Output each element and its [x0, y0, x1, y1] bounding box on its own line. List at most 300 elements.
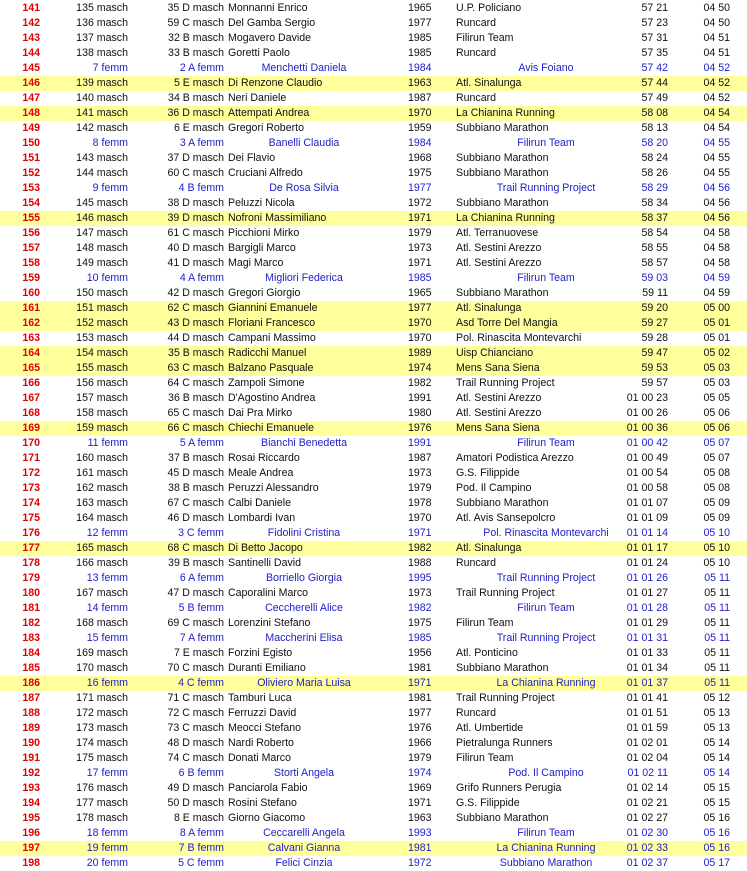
position-cell: 181 — [22, 602, 40, 614]
table-row — [0, 211, 747, 226]
birth-year-cell: 1971 — [408, 257, 432, 269]
birth-year-cell: 1984 — [408, 62, 432, 74]
category-rank-cell: 141 masch — [76, 107, 128, 119]
birth-year-cell: 1959 — [408, 122, 432, 134]
subcategory-rank-cell: 7 E masch — [173, 647, 224, 659]
category-rank-cell: 152 masch — [76, 317, 128, 329]
position-cell: 159 — [22, 272, 40, 284]
position-cell: 160 — [22, 287, 40, 299]
pace-cell: 05 13 — [703, 722, 730, 734]
subcategory-rank-cell: 44 D masch — [167, 332, 224, 344]
team-cell: Trail Running Project — [496, 572, 596, 584]
pace-cell: 05 07 — [703, 452, 730, 464]
subcategory-rank-cell: 67 C masch — [167, 497, 224, 509]
team-cell: U.P. Policiano — [456, 2, 522, 14]
team-cell: Pol. Rinascita Montevarchi — [456, 332, 582, 344]
pace-cell: 04 52 — [703, 92, 730, 104]
position-cell: 185 — [22, 662, 40, 674]
table-row — [0, 46, 747, 61]
athlete-name-cell: Giannini Emanuele — [228, 302, 318, 314]
table-row — [0, 586, 747, 601]
athlete-name-cell: Panciarola Fabio — [228, 782, 308, 794]
pace-cell: 05 00 — [703, 302, 730, 314]
athlete-name-cell: Monnanni Enrico — [228, 2, 308, 14]
birth-year-cell: 1970 — [408, 107, 432, 119]
category-rank-cell: 153 masch — [76, 332, 128, 344]
athlete-name-cell: Picchioni Mirko — [228, 227, 300, 239]
position-cell: 179 — [22, 572, 40, 584]
position-cell: 195 — [22, 812, 40, 824]
finish-time-cell: 57 31 — [641, 32, 668, 44]
position-cell: 148 — [22, 107, 40, 119]
athlete-name-cell: Forzini Egisto — [228, 647, 293, 659]
position-cell: 154 — [22, 197, 40, 209]
finish-time-cell: 01 01 27 — [626, 587, 668, 599]
table-row — [0, 286, 747, 301]
athlete-name-cell: Di Betto Jacopo — [228, 542, 303, 554]
category-rank-cell: 15 femm — [86, 632, 128, 644]
athlete-name-cell: Di Renzone Claudio — [228, 77, 323, 89]
athlete-name-cell: Lorenzini Stefano — [228, 617, 311, 629]
position-cell: 164 — [22, 347, 40, 359]
team-cell: Asd Torre Del Mangia — [456, 317, 558, 329]
position-cell: 156 — [22, 227, 40, 239]
category-rank-cell: 174 masch — [76, 737, 128, 749]
table-row — [0, 346, 747, 361]
birth-year-cell: 1977 — [408, 182, 432, 194]
table-row — [0, 601, 747, 616]
position-cell: 193 — [22, 782, 40, 794]
birth-year-cell: 1974 — [408, 362, 432, 374]
pace-cell: 05 06 — [703, 422, 730, 434]
birth-year-cell: 1976 — [408, 422, 432, 434]
team-cell: La Chianina Running — [456, 107, 555, 119]
table-row — [0, 241, 747, 256]
athlete-name-cell: Donati Marco — [228, 752, 291, 764]
birth-year-cell: 1982 — [408, 542, 432, 554]
birth-year-cell: 1991 — [408, 392, 432, 404]
team-cell: Amatori Podistica Arezzo — [456, 452, 574, 464]
birth-year-cell: 1975 — [408, 617, 432, 629]
pace-cell: 04 55 — [703, 152, 730, 164]
subcategory-rank-cell: 36 D masch — [167, 107, 224, 119]
subcategory-rank-cell: 49 D masch — [167, 782, 224, 794]
athlete-name-cell: Fidolini Cristina — [267, 527, 341, 539]
finish-time-cell: 01 01 31 — [626, 632, 668, 644]
team-cell: Mens Sana Siena — [456, 422, 540, 434]
pace-cell: 04 50 — [703, 17, 730, 29]
athlete-name-cell: Storti Angela — [273, 767, 335, 779]
subcategory-rank-cell: 41 D masch — [167, 257, 224, 269]
finish-time-cell: 57 44 — [641, 77, 668, 89]
team-cell: Atl. Sestini Arezzo — [456, 257, 542, 269]
pace-cell: 05 07 — [703, 437, 730, 449]
birth-year-cell: 1972 — [408, 857, 432, 869]
category-rank-cell: 140 masch — [76, 92, 128, 104]
subcategory-rank-cell: 4 B femm — [178, 182, 224, 194]
table-row — [0, 571, 747, 586]
birth-year-cell: 1987 — [408, 452, 432, 464]
finish-time-cell: 58 20 — [641, 137, 668, 149]
table-row — [0, 331, 747, 346]
table-row — [0, 526, 747, 541]
finish-time-cell: 59 03 — [641, 272, 668, 284]
category-rank-cell: 148 masch — [76, 242, 128, 254]
finish-time-cell: 59 20 — [641, 302, 668, 314]
birth-year-cell: 1988 — [408, 557, 432, 569]
finish-time-cell: 58 34 — [641, 197, 668, 209]
pace-cell: 04 58 — [703, 227, 730, 239]
pace-cell: 04 55 — [703, 137, 730, 149]
athlete-name-cell: Nofroni Massimiliano — [228, 212, 327, 224]
finish-time-cell: 01 01 26 — [626, 572, 668, 584]
table-row — [0, 91, 747, 106]
position-cell: 189 — [22, 722, 40, 734]
category-rank-cell: 135 masch — [76, 2, 128, 14]
athlete-name-cell: Del Gamba Sergio — [228, 17, 316, 29]
team-cell: Filirun Team — [456, 32, 514, 44]
athlete-name-cell: Bargigli Marco — [228, 242, 296, 254]
category-rank-cell: 136 masch — [76, 17, 128, 29]
team-cell: Subbiano Marathon — [456, 812, 549, 824]
finish-time-cell: 01 00 49 — [626, 452, 668, 464]
team-cell: Trail Running Project — [456, 692, 555, 704]
finish-time-cell: 01 01 14 — [626, 527, 668, 539]
finish-time-cell: 01 02 37 — [626, 857, 668, 869]
position-cell: 192 — [22, 767, 40, 779]
subcategory-rank-cell: 63 C masch — [167, 362, 224, 374]
subcategory-rank-cell: 69 C masch — [167, 617, 224, 629]
pace-cell: 05 11 — [704, 572, 730, 584]
finish-time-cell: 57 42 — [641, 62, 668, 74]
subcategory-rank-cell: 4 C femm — [178, 677, 224, 689]
athlete-name-cell: Felici Cinzia — [275, 857, 333, 869]
position-cell: 153 — [22, 182, 40, 194]
position-cell: 197 — [22, 842, 40, 854]
athlete-name-cell: Calvani Gianna — [267, 842, 341, 854]
subcategory-rank-cell: 37 D masch — [167, 152, 224, 164]
pace-cell: 04 50 — [703, 2, 730, 14]
athlete-name-cell: Gregori Roberto — [228, 122, 304, 134]
birth-year-cell: 1982 — [408, 377, 432, 389]
finish-time-cell: 01 00 54 — [626, 467, 668, 479]
table-row — [0, 361, 747, 376]
position-cell: 194 — [22, 797, 40, 809]
team-cell: Atl. Sinalunga — [456, 542, 522, 554]
pace-cell: 04 51 — [703, 32, 730, 44]
team-cell: Atl. Umbertide — [456, 722, 524, 734]
pace-cell: 05 14 — [703, 767, 730, 779]
team-cell: Runcard — [456, 557, 497, 569]
finish-time-cell: 59 28 — [641, 332, 668, 344]
pace-cell: 05 11 — [704, 677, 730, 689]
table-row — [0, 766, 747, 781]
subcategory-rank-cell: 47 D masch — [167, 587, 224, 599]
subcategory-rank-cell: 73 C masch — [167, 722, 224, 734]
athlete-name-cell: De Rosa Silvia — [269, 182, 339, 194]
finish-time-cell: 01 01 29 — [626, 617, 668, 629]
position-cell: 190 — [22, 737, 40, 749]
table-row — [0, 826, 747, 841]
team-cell: Trail Running Project — [496, 632, 596, 644]
athlete-name-cell: Bianchi Benedetta — [261, 437, 347, 449]
finish-time-cell: 59 11 — [642, 287, 668, 299]
pace-cell: 04 54 — [703, 122, 730, 134]
birth-year-cell: 1981 — [408, 692, 432, 704]
category-rank-cell: 154 masch — [76, 347, 128, 359]
finish-time-cell: 01 00 26 — [626, 407, 668, 419]
team-cell: Subbiano Marathon — [499, 857, 593, 869]
position-cell: 174 — [22, 497, 40, 509]
position-cell: 150 — [22, 137, 40, 149]
pace-cell: 05 16 — [703, 812, 730, 824]
table-row — [0, 271, 747, 286]
finish-time-cell: 58 13 — [641, 122, 668, 134]
category-rank-cell: 20 femm — [86, 857, 128, 869]
position-cell: 146 — [22, 77, 40, 89]
team-cell: Filirun Team — [517, 137, 575, 149]
athlete-name-cell: Giorno Giacomo — [228, 812, 306, 824]
position-cell: 165 — [22, 362, 40, 374]
birth-year-cell: 1977 — [408, 707, 432, 719]
category-rank-cell: 11 femm — [87, 437, 128, 449]
table-row — [0, 316, 747, 331]
subcategory-rank-cell: 33 B masch — [168, 47, 224, 59]
position-cell: 143 — [22, 32, 40, 44]
athlete-name-cell: Mogavero Davide — [228, 32, 312, 44]
finish-time-cell: 58 54 — [641, 227, 668, 239]
subcategory-rank-cell: 72 C masch — [167, 707, 224, 719]
finish-time-cell: 01 02 21 — [626, 797, 668, 809]
position-cell: 182 — [22, 617, 40, 629]
subcategory-rank-cell: 62 C masch — [167, 302, 224, 314]
table-row — [0, 436, 747, 451]
category-rank-cell: 142 masch — [76, 122, 128, 134]
position-cell: 145 — [22, 62, 40, 74]
position-cell: 170 — [22, 437, 40, 449]
table-row — [0, 811, 747, 826]
category-rank-cell: 170 masch — [76, 662, 128, 674]
pace-cell: 05 16 — [703, 842, 730, 854]
athlete-name-cell: D'Agostino Andrea — [228, 392, 316, 404]
category-rank-cell: 161 masch — [76, 467, 128, 479]
table-row — [0, 76, 747, 91]
athlete-name-cell: Peruzzi Alessandro — [228, 482, 319, 494]
subcategory-rank-cell: 6 E masch — [173, 122, 224, 134]
position-cell: 196 — [22, 827, 40, 839]
birth-year-cell: 1977 — [408, 302, 432, 314]
finish-time-cell: 01 01 33 — [626, 647, 668, 659]
team-cell: G.S. Filippide — [456, 467, 520, 479]
finish-time-cell: 01 01 59 — [626, 722, 668, 734]
birth-year-cell: 1981 — [408, 842, 432, 854]
category-rank-cell: 9 femm — [92, 182, 128, 194]
birth-year-cell: 1991 — [408, 437, 432, 449]
position-cell: 171 — [22, 452, 40, 464]
category-rank-cell: 139 masch — [76, 77, 128, 89]
position-cell: 172 — [22, 467, 40, 479]
subcategory-rank-cell: 71 C masch — [167, 692, 224, 704]
birth-year-cell: 1956 — [408, 647, 432, 659]
position-cell: 198 — [22, 857, 40, 869]
subcategory-rank-cell: 50 D masch — [167, 797, 224, 809]
pace-cell: 05 11 — [704, 647, 730, 659]
athlete-name-cell: Meocci Stefano — [228, 722, 302, 734]
category-rank-cell: 150 masch — [76, 287, 128, 299]
athlete-name-cell: Meale Andrea — [228, 467, 294, 479]
finish-time-cell: 58 55 — [641, 242, 668, 254]
table-row — [0, 481, 747, 496]
table-row — [0, 406, 747, 421]
position-cell: 162 — [22, 317, 40, 329]
team-cell: Subbiano Marathon — [456, 287, 549, 299]
pace-cell: 04 54 — [703, 107, 730, 119]
position-cell: 149 — [22, 122, 40, 134]
table-row — [0, 781, 747, 796]
team-cell: Runcard — [456, 47, 497, 59]
finish-time-cell: 01 02 33 — [626, 842, 668, 854]
birth-year-cell: 1972 — [408, 197, 432, 209]
subcategory-rank-cell: 59 C masch — [167, 17, 224, 29]
position-cell: 184 — [22, 647, 40, 659]
subcategory-rank-cell: 5 C femm — [178, 857, 224, 869]
team-cell: Atl. Avis Sansepolcro — [456, 512, 556, 524]
table-row — [0, 256, 747, 271]
position-cell: 151 — [22, 152, 40, 164]
category-rank-cell: 147 masch — [76, 227, 128, 239]
subcategory-rank-cell: 65 C masch — [167, 407, 224, 419]
table-row — [0, 796, 747, 811]
athlete-name-cell: Ceccarelli Angela — [263, 827, 345, 839]
pace-cell: 05 11 — [704, 587, 730, 599]
pace-cell: 04 56 — [703, 212, 730, 224]
team-cell: Filirun Team — [517, 827, 575, 839]
pace-cell: 04 56 — [703, 182, 730, 194]
position-cell: 155 — [22, 212, 40, 224]
category-rank-cell: 18 femm — [86, 827, 128, 839]
table-row — [0, 301, 747, 316]
athlete-name-cell: Magi Marco — [228, 257, 284, 269]
pace-cell: 05 15 — [703, 797, 730, 809]
category-rank-cell: 19 femm — [86, 842, 128, 854]
finish-time-cell: 01 01 07 — [626, 497, 668, 509]
position-cell: 173 — [22, 482, 40, 494]
category-rank-cell: 143 masch — [76, 152, 128, 164]
subcategory-rank-cell: 2 A femm — [179, 62, 224, 74]
pace-cell: 05 14 — [703, 737, 730, 749]
finish-time-cell: 01 00 58 — [626, 482, 668, 494]
athlete-name-cell: Ceccherelli Alice — [265, 602, 343, 614]
pace-cell: 05 14 — [703, 752, 730, 764]
subcategory-rank-cell: 4 A femm — [179, 272, 224, 284]
table-row — [0, 421, 747, 436]
category-rank-cell: 165 masch — [76, 542, 128, 554]
subcategory-rank-cell: 48 D masch — [167, 737, 224, 749]
team-cell: Atl. Sestini Arezzo — [456, 392, 542, 404]
athlete-name-cell: Dai Pra Mirko — [228, 407, 293, 419]
table-row — [0, 106, 747, 121]
table-row — [0, 556, 747, 571]
subcategory-rank-cell: 60 C masch — [167, 167, 224, 179]
athlete-name-cell: Goretti Paolo — [228, 47, 290, 59]
team-cell: Filirun Team — [517, 437, 575, 449]
finish-time-cell: 58 24 — [641, 152, 668, 164]
category-rank-cell: 7 femm — [92, 62, 128, 74]
finish-time-cell: 58 26 — [641, 167, 668, 179]
table-row — [0, 181, 747, 196]
subcategory-rank-cell: 61 C masch — [167, 227, 224, 239]
category-rank-cell: 16 femm — [86, 677, 128, 689]
pace-cell: 05 10 — [703, 542, 730, 554]
finish-time-cell: 01 00 42 — [626, 437, 668, 449]
birth-year-cell: 1979 — [408, 227, 432, 239]
team-cell: Filirun Team — [456, 617, 514, 629]
table-row — [0, 1, 747, 16]
position-cell: 158 — [22, 257, 40, 269]
team-cell: Trail Running Project — [456, 377, 555, 389]
table-row — [0, 721, 747, 736]
finish-time-cell: 57 49 — [641, 92, 668, 104]
athlete-name-cell: Maccherini Elisa — [265, 632, 343, 644]
finish-time-cell: 59 57 — [641, 377, 668, 389]
birth-year-cell: 1980 — [408, 407, 432, 419]
athlete-name-cell: Tamburi Luca — [228, 692, 292, 704]
table-row — [0, 511, 747, 526]
team-cell: Filirun Team — [517, 602, 575, 614]
subcategory-rank-cell: 36 B masch — [168, 392, 224, 404]
table-row — [0, 61, 747, 76]
finish-time-cell: 58 29 — [641, 182, 668, 194]
finish-time-cell: 57 35 — [641, 47, 668, 59]
athlete-name-cell: Nardi Roberto — [228, 737, 294, 749]
position-cell: 144 — [22, 47, 40, 59]
table-row — [0, 646, 747, 661]
subcategory-rank-cell: 6 A femm — [179, 572, 224, 584]
position-cell: 152 — [22, 167, 40, 179]
pace-cell: 05 17 — [703, 857, 730, 869]
category-rank-cell: 144 masch — [76, 167, 128, 179]
table-row — [0, 391, 747, 406]
position-cell: 180 — [22, 587, 40, 599]
category-rank-cell: 138 masch — [76, 47, 128, 59]
team-cell: Mens Sana Siena — [456, 362, 540, 374]
team-cell: Subbiano Marathon — [456, 197, 549, 209]
athlete-name-cell: Balzano Pasquale — [228, 362, 314, 374]
subcategory-rank-cell: 38 B masch — [168, 482, 224, 494]
position-cell: 178 — [22, 557, 40, 569]
finish-time-cell: 01 01 37 — [626, 677, 668, 689]
pace-cell: 04 55 — [703, 167, 730, 179]
birth-year-cell: 1963 — [408, 812, 432, 824]
finish-time-cell: 58 57 — [641, 257, 668, 269]
table-row — [0, 631, 747, 646]
birth-year-cell: 1977 — [408, 17, 432, 29]
subcategory-rank-cell: 66 C masch — [167, 422, 224, 434]
position-cell: 175 — [22, 512, 40, 524]
athlete-name-cell: Lombardi Ivan — [228, 512, 296, 524]
category-rank-cell: 12 femm — [86, 527, 128, 539]
position-cell: 191 — [22, 752, 40, 764]
position-cell: 161 — [22, 302, 40, 314]
team-cell: Pol. Rinascita Montevarchi — [483, 527, 609, 539]
athlete-name-cell: Neri Daniele — [228, 92, 287, 104]
finish-time-cell: 01 02 04 — [626, 752, 668, 764]
subcategory-rank-cell: 35 D masch — [167, 2, 224, 14]
athlete-name-cell: Attempati Andrea — [228, 107, 310, 119]
pace-cell: 05 09 — [703, 497, 730, 509]
category-rank-cell: 176 masch — [76, 782, 128, 794]
team-cell: Filirun Team — [517, 272, 575, 284]
